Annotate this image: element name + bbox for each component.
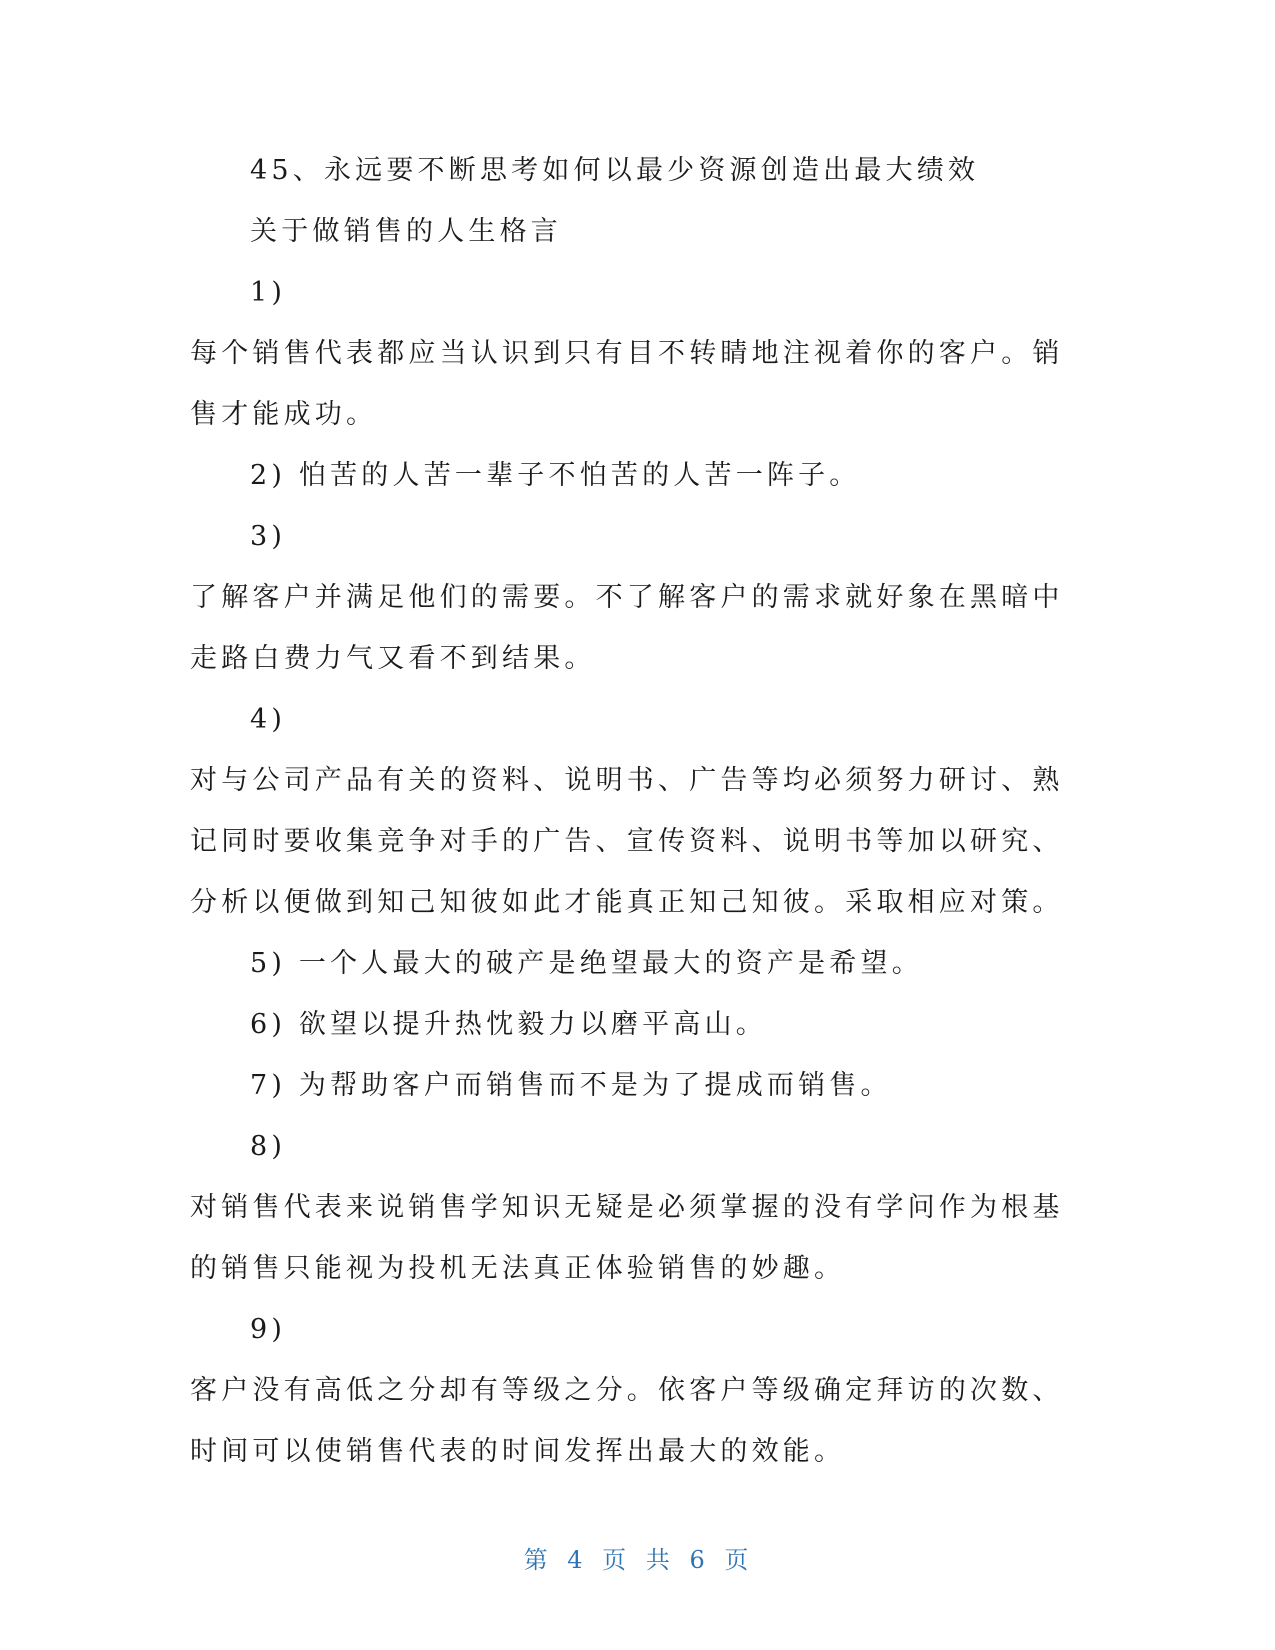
document-body (190, 140, 1064, 1482)
text-line: 记同时要收集竞争对手的广告、宣传资料、说明书等加以研究、 (190, 826, 1064, 857)
list-number: 9) (250, 1314, 287, 1345)
text-line: 每个销售代表都应当认识到只有目不转睛地注视着你的客户。销 (190, 338, 1064, 369)
text-line: 5) 一个人最大的破产是绝望最大的资产是希望。 (250, 948, 923, 979)
text-line: 售才能成功。 (190, 399, 378, 430)
footer-suffix: 页 (724, 1546, 752, 1574)
text-line: 的销售只能视为投机无法真正体验销售的妙趣。 (190, 1253, 846, 1284)
section-heading: 关于做销售的人生格言 (250, 216, 562, 247)
text-line: 2) 怕苦的人苦一辈子不怕苦的人苦一阵子。 (250, 460, 861, 491)
text-line: 客户没有高低之分却有等级之分。依客户等级确定拜访的次数、 (190, 1375, 1064, 1406)
text-line: 走路白费力气又看不到结果。 (190, 643, 596, 674)
list-number: 1) (250, 277, 287, 308)
list-number: 8) (250, 1131, 287, 1162)
text-line: 对销售代表来说销售学知识无疑是必须掌握的没有学问作为根基 (190, 1192, 1064, 1223)
text-line: 6) 欲望以提升热忱毅力以磨平高山。 (250, 1009, 767, 1040)
total-page-number: 6 (689, 1546, 708, 1574)
footer-prefix: 第 (523, 1546, 551, 1574)
footer-total-prefix: 共 (645, 1546, 673, 1574)
list-number: 4) (250, 704, 287, 735)
current-page-number: 4 (567, 1546, 586, 1574)
text-line: 分析以便做到知己知彼如此才能真正知己知彼。采取相应对策。 (190, 887, 1064, 918)
text-line: 7) 为帮助客户而销售而不是为了提成而销售。 (250, 1070, 892, 1101)
page-footer (0, 1540, 1275, 1575)
text-line: 了解客户并满足他们的需要。不了解客户的需求就好象在黑暗中 (190, 582, 1064, 613)
text-line: 对与公司产品有关的资料、说明书、广告等均必须努力研讨、熟 (190, 765, 1064, 796)
list-number: 3) (250, 521, 287, 552)
text-line: 时间可以使销售代表的时间发挥出最大的效能。 (190, 1436, 846, 1467)
text-line: 45、永远要不断思考如何以最少资源创造出最大绩效 (250, 155, 980, 186)
footer-page-word: 页 (602, 1546, 630, 1574)
